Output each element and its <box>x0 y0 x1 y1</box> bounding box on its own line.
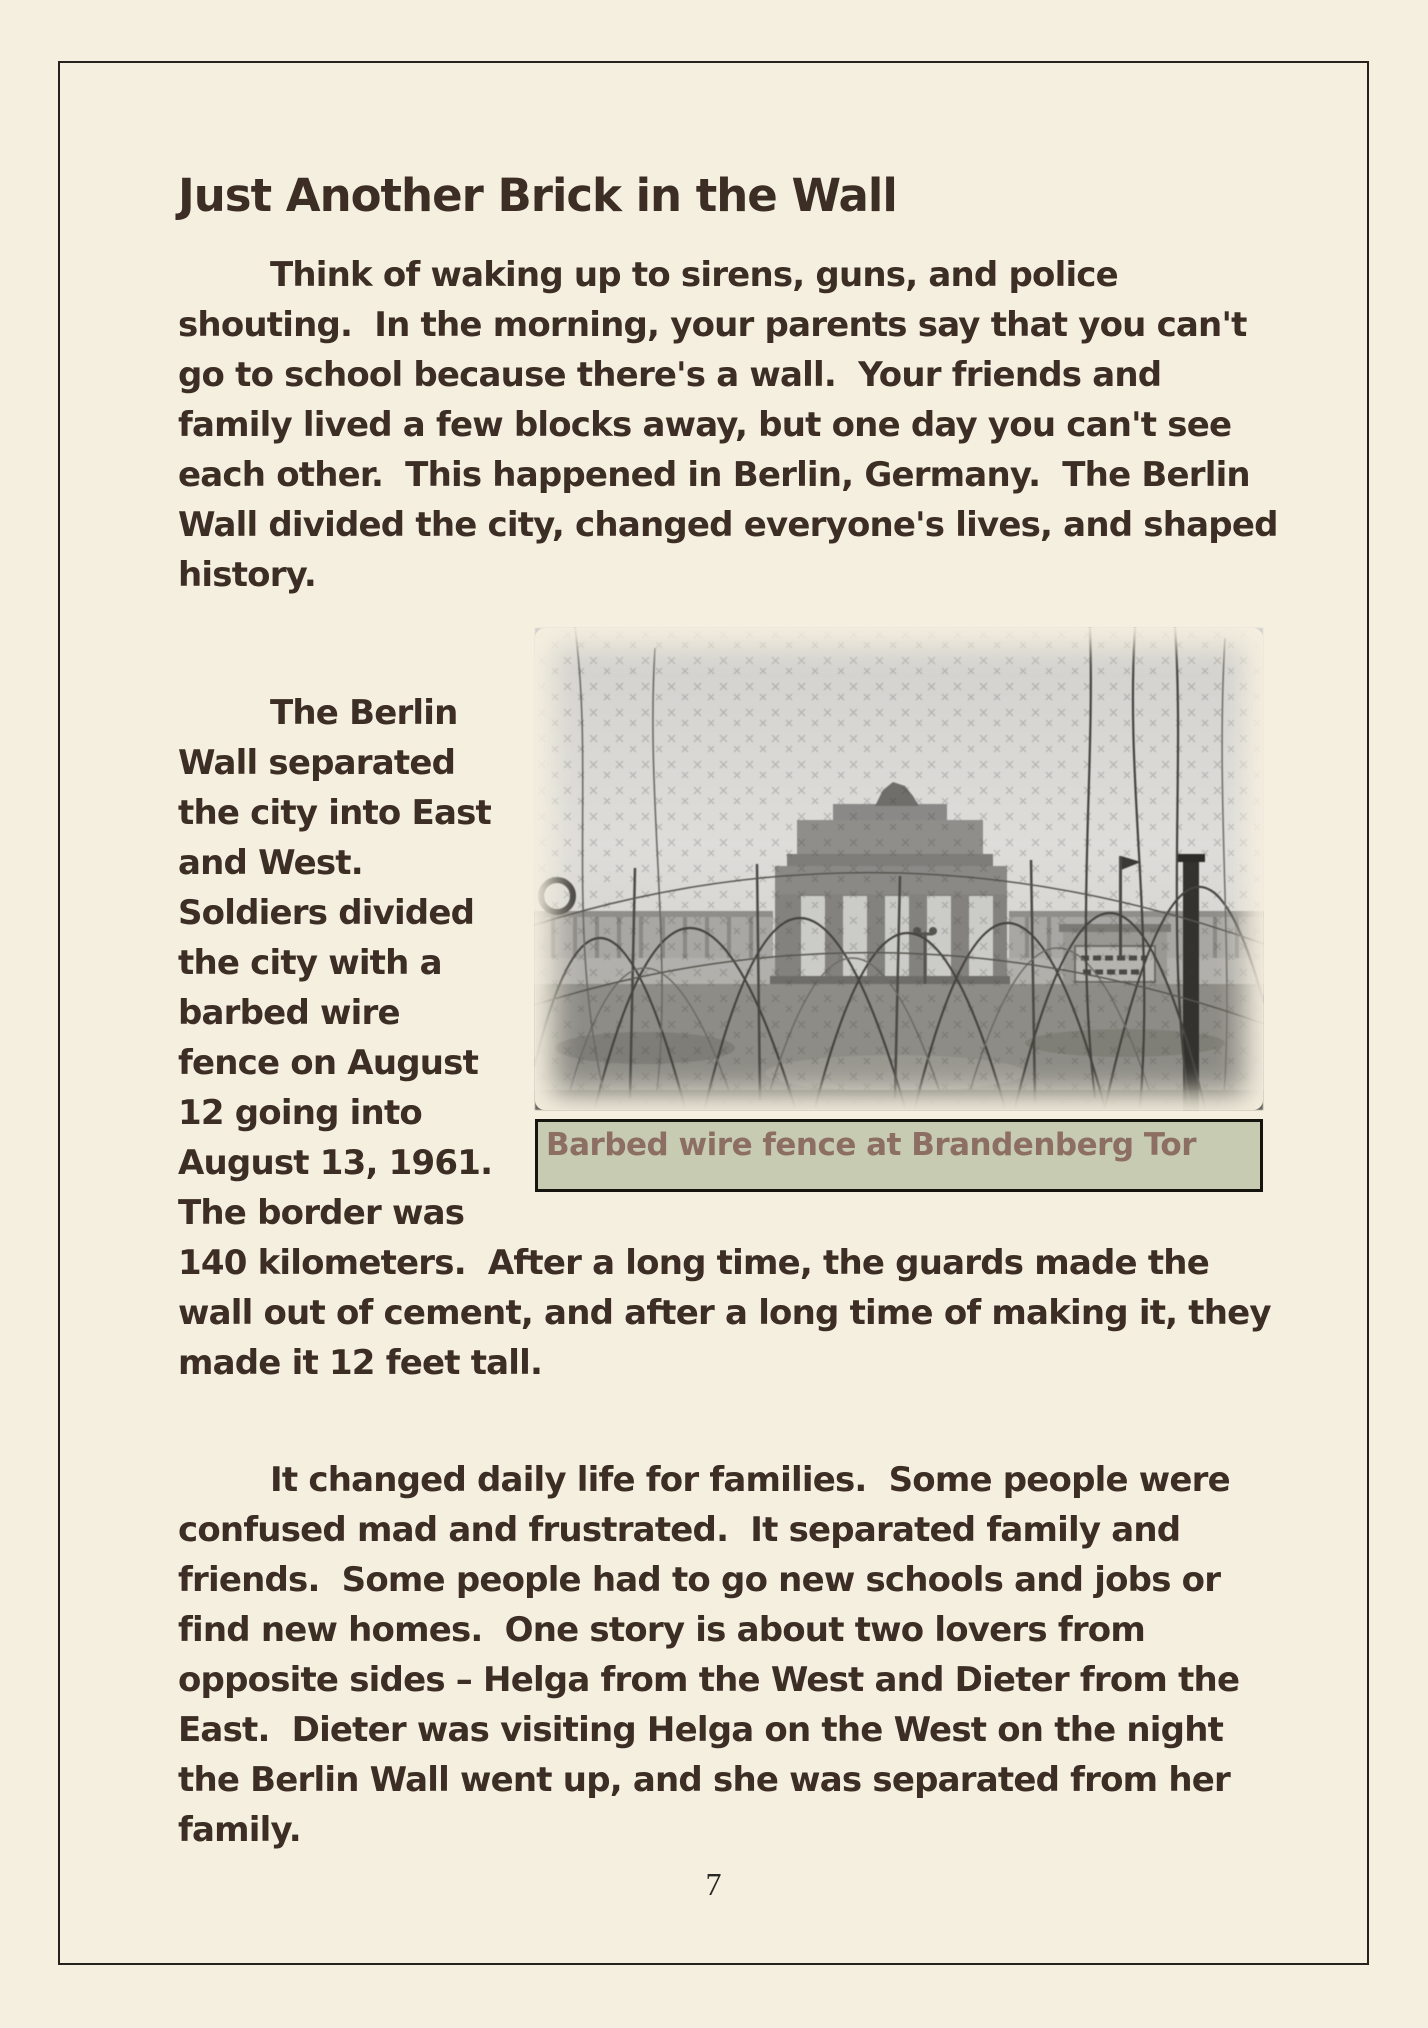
text-line: East. Dieter was visiting Helga on the West on the night <box>178 1710 1224 1750</box>
text-line: history. <box>178 555 317 595</box>
text-line: The Berlin <box>270 693 458 733</box>
text-line: barbed wire <box>178 993 400 1033</box>
page-number: 7 <box>705 1866 722 1902</box>
text-line: opposite sides – Helga from the West and Dieter from the <box>178 1660 1240 1700</box>
text-line: Think of waking up to sirens, guns, and police <box>270 255 1118 295</box>
text-line: It changed daily life for families. Some people were <box>270 1460 1230 1500</box>
text-line: go to school because there's a wall. Your friends and <box>178 355 1162 395</box>
text-line: find new homes. One story is about two lovers from <box>178 1610 1145 1650</box>
text-line: family. <box>178 1810 301 1850</box>
text-line: August 13, 1961. <box>178 1143 493 1183</box>
text-line: 12 going into <box>178 1093 422 1133</box>
text-line: friends. Some people had to go new schools and jobs or <box>178 1560 1221 1600</box>
figure-caption: Barbed wire fence at Brandenberg Tor <box>535 1119 1263 1192</box>
text-line: the city into East <box>178 793 491 833</box>
text-line: The border was <box>178 1193 465 1233</box>
text-line: Wall separated <box>178 743 456 783</box>
barbed-wire-coils <box>535 628 1263 1110</box>
text-line: Wall divided the city, changed everyone's lives, and shaped <box>178 505 1278 545</box>
text-line: made it 12 feet tall. <box>178 1343 543 1383</box>
text-line: each other. This happened in Berlin, Germany. The Berlin <box>178 455 1250 495</box>
text-line: 140 kilometers. After a long time, the guards made the <box>178 1243 1209 1283</box>
text-line: fence on August <box>178 1043 479 1083</box>
figure-barbed-wire <box>535 628 1263 1192</box>
barbed-wire-photo-art <box>535 628 1263 1110</box>
text-line: the city with a <box>178 943 442 983</box>
paragraph-daily-life <box>178 1455 1282 1855</box>
paragraph-intro <box>178 250 1282 600</box>
text-line: family lived a few blocks away, but one day you can't see <box>178 405 1232 445</box>
page-title: Just Another Brick in the Wall <box>178 169 897 222</box>
brandenburg-gate-photo <box>535 628 1263 1110</box>
text-line: wall out of cement, and after a long time of making it, they <box>178 1293 1271 1333</box>
text-line: shouting. In the morning, your parents say that you can't <box>178 305 1247 345</box>
text-line: the Berlin Wall went up, and she was separated from her <box>178 1760 1230 1800</box>
text-line: Soldiers divided <box>178 893 475 933</box>
text-line: confused mad and frustrated. It separated family and <box>178 1510 1181 1550</box>
text-line: and West. <box>178 843 363 883</box>
